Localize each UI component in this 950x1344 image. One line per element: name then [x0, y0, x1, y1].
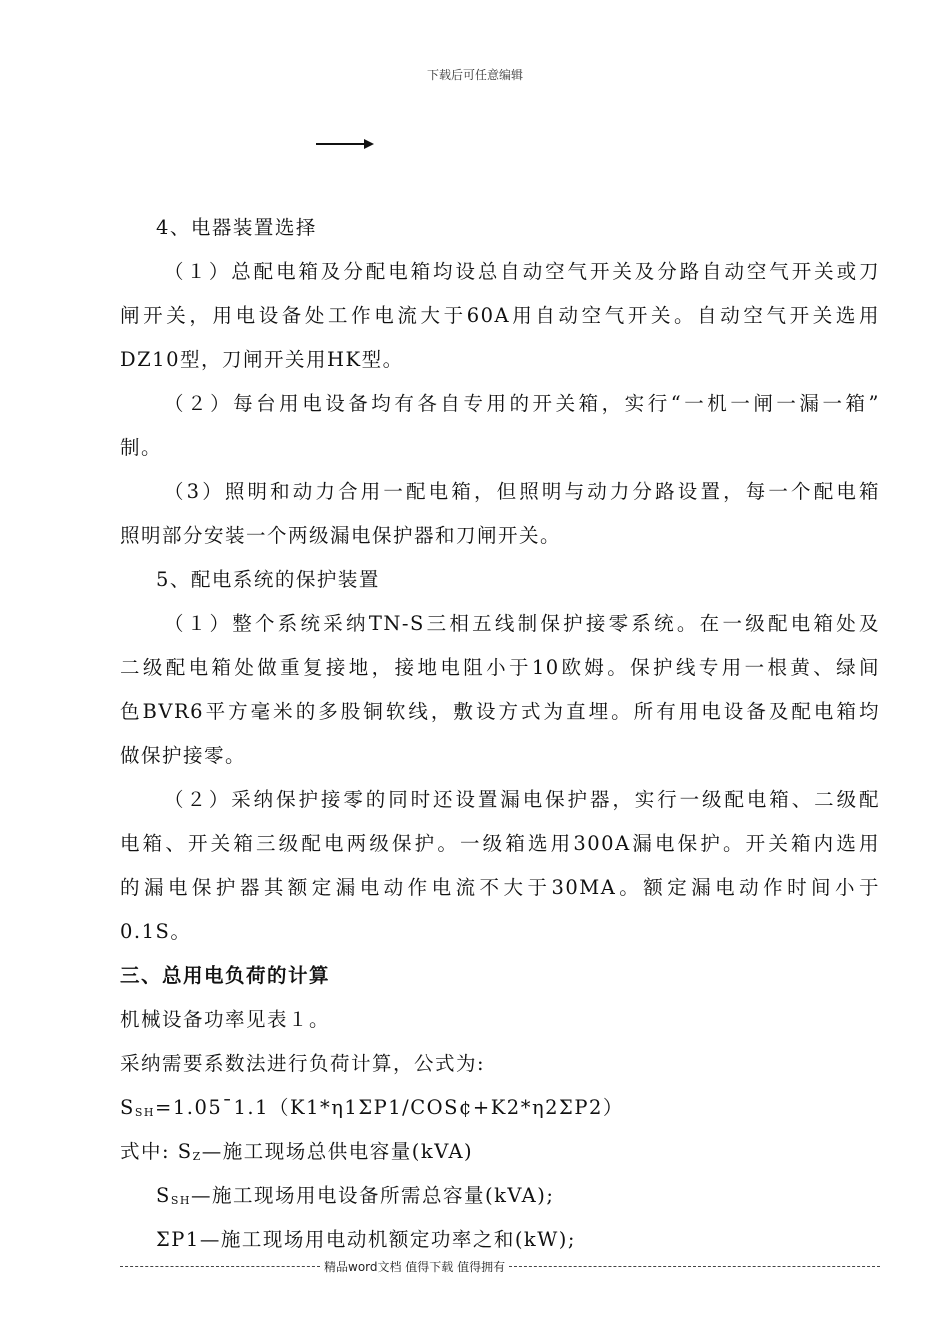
- formula-expression: =1.05¯1.1（K1*η1ΣP1/COS¢+K2*η2ΣP2）: [155, 1096, 624, 1119]
- paragraph-line: （２）采纳保护接零的同时还设置漏电保护器，实行一级配电箱、二级配: [164, 788, 880, 811]
- paragraph-line: 采纳需要系数法进行负荷计算，公式为:: [120, 1052, 486, 1075]
- definition-subscript: Z: [192, 1150, 202, 1163]
- paragraph-line: 照明部分安装一个两级漏电保护器和刀闸开关。: [120, 524, 562, 547]
- footer-text: 精品word文档 值得下载 值得拥有: [324, 1260, 506, 1274]
- arrow-icon: [316, 134, 376, 154]
- page-footer: [120, 1258, 880, 1275]
- formula-symbol: S: [120, 1096, 135, 1119]
- paragraph-line: 的漏电保护器其额定漏电动作电流不大于30MA。额定漏电动作时间小于: [120, 876, 880, 899]
- definition-line: ΣP1—施工现场用电动机额定功率之和(kW);: [156, 1228, 576, 1251]
- definition-text: —施工现场总供电容量(kVA): [201, 1140, 474, 1163]
- section-title-3: 三、总用电负荷的计算: [120, 964, 331, 987]
- footer-divider: [509, 1266, 880, 1267]
- paragraph-line: 闸开关，用电设备处工作电流大于60A用自动空气开关。自动空气开关选用: [120, 304, 880, 327]
- definition-line: [120, 1174, 880, 1218]
- definition-line: [120, 1130, 880, 1174]
- section-heading-5: 5、配电系统的保护装置: [156, 568, 380, 591]
- formula-line: [120, 1086, 880, 1130]
- paragraph-line: 做保护接零。: [120, 744, 247, 767]
- paragraph-line: DZ10型，刀闸开关用HK型。: [120, 348, 404, 371]
- paragraph-line: 电箱、开关箱三级配电两级保护。一级箱选用300A漏电保护。开关箱内选用: [120, 832, 880, 855]
- paragraph-line: （２）每台用电设备均有各自专用的开关箱，实行“一机一闸一漏一箱”: [164, 392, 880, 415]
- definition-symbol: S: [156, 1184, 171, 1207]
- section-heading-4: 4、电器装置选择: [156, 216, 317, 239]
- paragraph-line: 0.1S。: [120, 920, 192, 943]
- definition-prefix: 式中: S: [120, 1140, 193, 1163]
- footer-divider: [120, 1266, 320, 1267]
- paragraph-line: 色BVR6平方毫米的多股铜软线，敷设方式为直埋。所有用电设备及配电箱均: [120, 700, 880, 723]
- paragraph-line: 制。: [120, 436, 163, 459]
- page-header: 下载后可任意编辑: [426, 68, 523, 82]
- definition-subscript: SH: [170, 1194, 191, 1207]
- paragraph-line: （１）整个系统采纳TN-S三相五线制保护接零系统。在一级配电箱处及: [164, 612, 880, 635]
- paragraph-line: （3）照明和动力合用一配电箱，但照明与动力分路设置，每一个配电箱: [164, 480, 880, 503]
- paragraph-line: （１）总配电箱及分配电箱均设总自动空气开关及分路自动空气开关或刀: [164, 260, 880, 283]
- paragraph-line: 机械设备功率见表１。: [120, 1008, 331, 1031]
- definition-text: —施工现场用电设备所需总容量(kVA);: [191, 1184, 555, 1207]
- paragraph-line: 二级配电箱处做重复接地，接地电阻小于10欧姆。保护线专用一根黄、绿间: [120, 656, 880, 679]
- formula-subscript: SH: [134, 1106, 155, 1119]
- document-body: [120, 206, 880, 1262]
